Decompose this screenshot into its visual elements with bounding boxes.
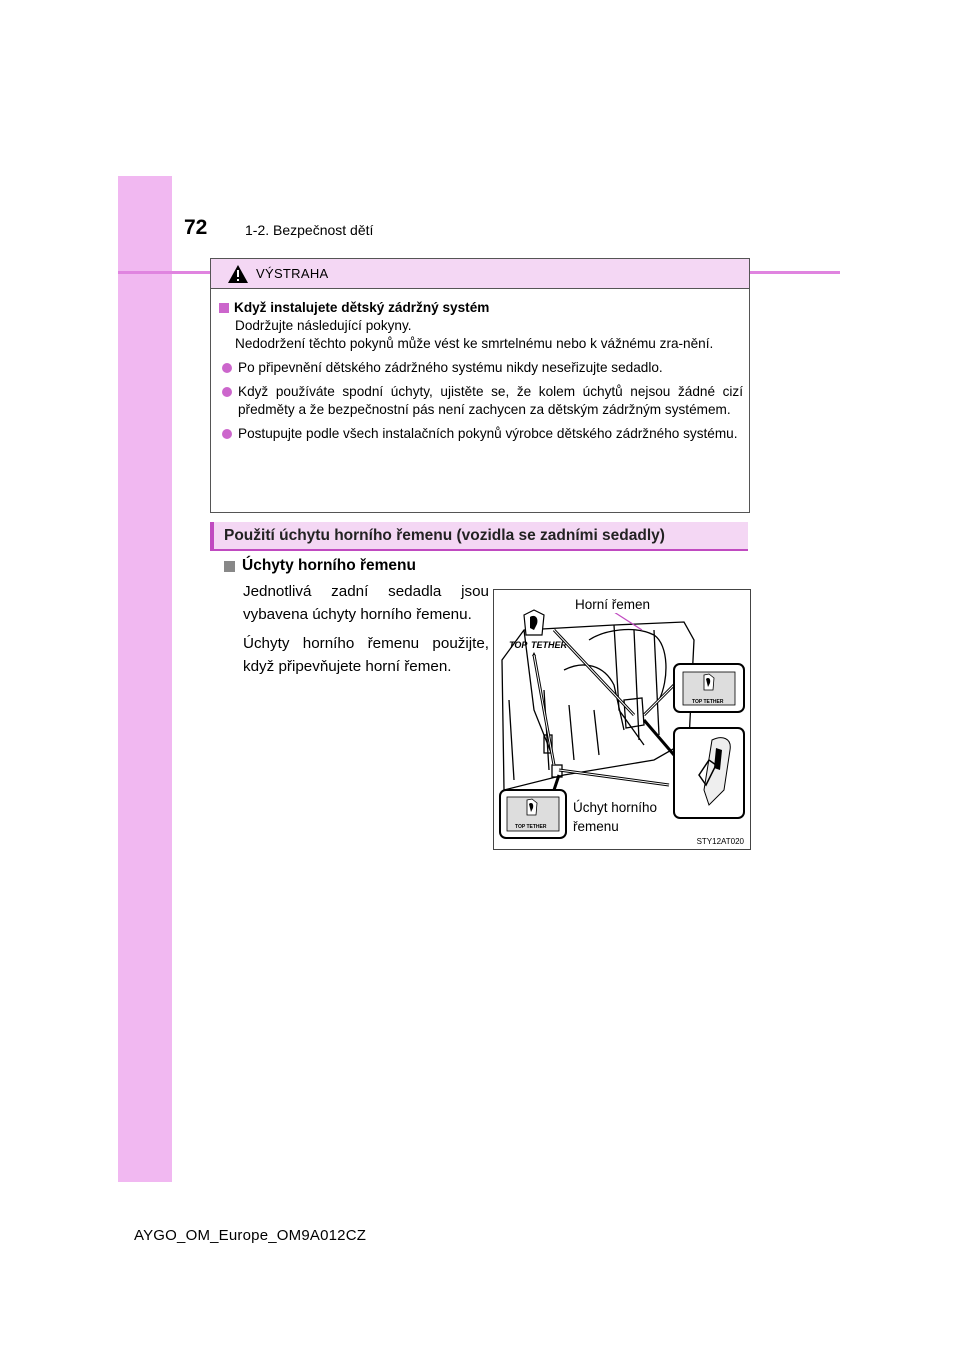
square-bullet-icon	[224, 561, 235, 572]
tether-figure	[493, 589, 751, 850]
warning-title: VÝSTRAHA	[256, 266, 329, 281]
subsection-paragraph-1: Jednotlivá zadní sedadla jsou vybavena úchyty horního řemenu.	[243, 583, 489, 623]
subsection-paragraph-2: Úchyty horního řemenu použijte, když připevňujete horní řemen.	[243, 635, 489, 675]
sidebar-tab	[118, 176, 172, 1182]
label-top-strap: Horní řemen	[575, 597, 651, 612]
inset-bottom-left	[500, 790, 566, 838]
section-band-title: Použití úchytu horního řemenu (vozidla se zadními sedadly)	[224, 527, 665, 544]
warning-triangle-icon	[227, 264, 249, 284]
label-anchor-2: řemenu	[573, 819, 619, 834]
warning-intro-2: Nedodržení těchto pokynů může vést ke smrtelnému nebo k vážnému zra-nění.	[235, 336, 714, 351]
svg-text:TOP TETHER: TOP TETHER	[515, 824, 547, 830]
warning-intro-1: Dodržujte následující pokyny.	[235, 318, 412, 333]
label-anchor-1: Úchyt horního	[573, 800, 658, 815]
svg-text:TETHER: TETHER	[531, 640, 567, 650]
section-band	[210, 522, 748, 549]
round-bullet-icon	[222, 429, 232, 439]
band-underline	[210, 549, 748, 551]
round-bullet-icon	[222, 363, 232, 373]
page-number: 72	[184, 216, 208, 239]
inset-top-right	[674, 664, 744, 712]
warning-box	[210, 258, 750, 513]
band-accent	[210, 522, 214, 549]
svg-text:TOP: TOP	[509, 640, 528, 650]
round-bullet-icon	[222, 387, 232, 397]
warning-bullet: Když používáte spodní úchyty, ujistěte se, že kolem úchytů nejsou žádné cizí předměty a že bezpečnostní pás není zachycen za dětským zádržným systémem.	[219, 383, 743, 419]
svg-text:TOP TETHER: TOP TETHER	[692, 699, 724, 705]
inset-anchor-detail	[674, 728, 744, 818]
warning-bullet: Postupujte podle všech instalačních pokynů výrobce dětského zádržného systému.	[219, 425, 743, 443]
warning-body	[211, 289, 749, 443]
footer-doc-id: AYGO_OM_Europe_OM9A012CZ	[134, 1227, 367, 1244]
subsection-heading: Úchyty horního řemenu	[224, 557, 416, 575]
figure-code: STY12AT020	[696, 837, 744, 846]
warning-header	[211, 259, 749, 289]
warning-subheading: Když instalujete dětský zádržný systém	[219, 299, 743, 317]
warning-bullet: Po připevnění dětského zádržného systému nikdy neseřizujte sedadlo.	[219, 359, 743, 377]
section-title: 1-2. Bezpečnost dětí	[245, 222, 374, 238]
square-bullet-icon	[219, 303, 229, 313]
